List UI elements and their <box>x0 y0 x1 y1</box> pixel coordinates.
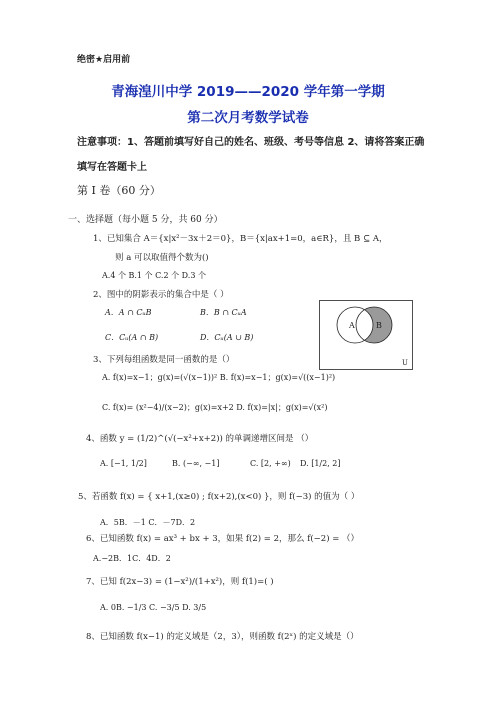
q2-option-a: A．A ∩ CᵤB <box>105 308 152 317</box>
section-heading: 一、选择题（每小题 5 分，共 60 分） <box>68 215 223 225</box>
q3-text: 3、下列每组函数是同一函数的是（） <box>93 355 235 365</box>
universal-label: U <box>402 359 408 367</box>
q3-options-cd: C. f(x)= (x²−4)/(x−2)；g(x)=x+2 D. f(x)=|x|；g(x)=√(x²) <box>102 403 328 412</box>
q1-text: 1、已知集合 A＝{x|x²－3x＋2＝0}，B＝{x|ax+1=0，a∈R}，且 B ⊆ A， <box>93 234 388 244</box>
q5-options: A．5B．－1 C．－7D．2 <box>100 518 196 527</box>
set-a-circle <box>337 307 373 343</box>
q6-options: A.−2B．1C．4D．2 <box>93 554 171 563</box>
q4-option-c: C. [2, +∞) <box>250 459 291 468</box>
q5-text: 5、若函数 f(x) = { x+1,(x≥0) ; f(x+2),(x<0) }，则 f(−3) 的值为（ ） <box>78 492 360 502</box>
secret-label: 绝密★启用前 <box>77 55 131 65</box>
q2-option-c: C．Cᵤ(A ∩ B) <box>105 333 159 342</box>
q2-option-d: D．Cᵤ(A ∪ B) <box>200 333 254 342</box>
q2-option-b: B．B ∩ CᵤA <box>200 308 247 317</box>
q1-subtext: 则 a 可以取值得个数为() <box>115 253 209 263</box>
q4-option-a: A. [−1, 1/2] <box>100 459 147 468</box>
set-b-label: B <box>376 321 382 330</box>
notice-line-1: 注意事项：1、答题前填写好自己的姓名、班级、考号等信息 2、请将答案正确 <box>77 137 425 148</box>
exam-subtitle: 第二次月考数学试卷 <box>187 110 309 126</box>
q4-text: 4、函数 y = (1/2)^(√(−x²+x+2)) 的单调递增区间是 （） <box>86 434 314 444</box>
q6-text: 6、已知函数 f(x) = ax³ + bx + 3，如果 f(2) = 2，那么 f(−2) = （） <box>86 534 360 544</box>
notice-line-2: 填写在答题卡上 <box>77 162 147 173</box>
q4-option-b: B. (−∞, −1] <box>172 459 220 468</box>
q2-text: 2、图中的阴影表示的集合中是（ ） <box>93 290 229 300</box>
q8-text: 8、已知函数 f(x−1) 的定义域是（2，3），则函数 f(2ˣ) 的定义域是（） <box>86 632 359 642</box>
q7-text: 7、已知 f(2x−3) = (1−x²)/(1+x²)，则 f(1)=( ) <box>86 577 274 587</box>
q1-options: A.4 个 B.1 个 C.2 个 D.3 个 <box>102 271 206 280</box>
set-a-label: A <box>349 321 355 330</box>
venn-diagram <box>319 300 413 370</box>
q7-options: A. 0B. −1/3 C. −3/5 D. 3/5 <box>100 603 207 612</box>
part-heading: 第 I 卷（60 分） <box>77 184 161 197</box>
exam-title: 青海湟川中学 2019——2020 学年第一学期 <box>111 84 385 100</box>
q3-options-ab: A. f(x)=x−1；g(x)=(√(x−1))² B. f(x)=x−1；g(x)=√((x−1)²) <box>102 373 336 382</box>
q4-option-d: D. [1/2, 2] <box>300 459 341 468</box>
